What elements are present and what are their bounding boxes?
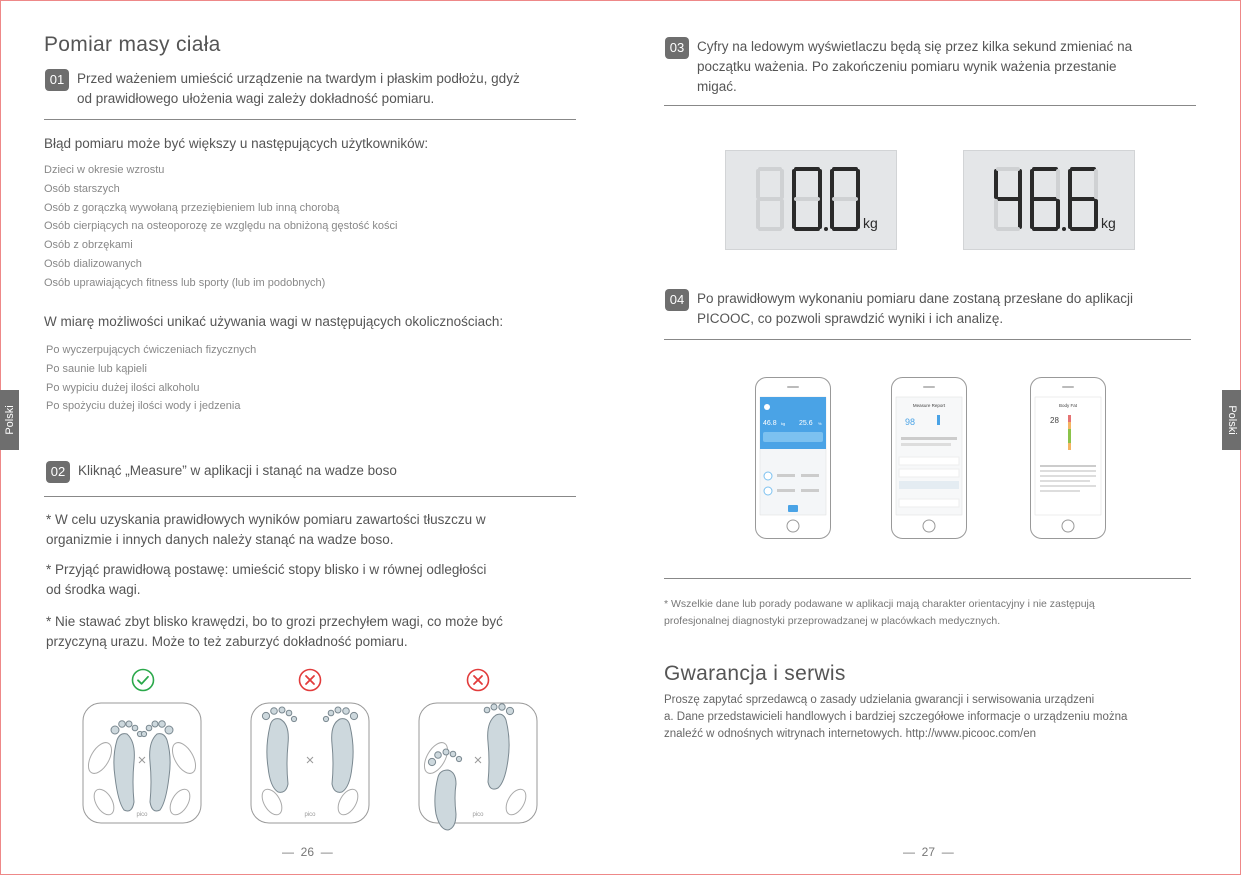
disclaimer-line: * Wszelkie dane lub porady podawane w aplikacji mają charakter orientacyjny i nie zastępują xyxy=(664,598,1095,610)
warranty-line: znaleźć w odnośnych witrynach internetowych. http://www.picooc.com/en xyxy=(664,728,1037,740)
phone-score: 98 xyxy=(905,417,916,427)
avoid-heading: W miarę możliwości unikać używania wagi w następujących okolicznościach: xyxy=(44,314,504,329)
language-tab xyxy=(0,390,19,450)
phone-bodyfat-header: Body Fat xyxy=(1058,403,1078,408)
list-item: Po wypiciu dużej ilości alkoholu xyxy=(46,381,200,394)
scale-brand: pico xyxy=(136,812,148,818)
divider xyxy=(664,578,1191,579)
language-tab-label: Polski xyxy=(1225,405,1238,435)
step-3-line: migać. xyxy=(697,79,737,94)
phone-fat-unit: % xyxy=(818,421,822,426)
divider xyxy=(664,105,1196,106)
phone-weight: 46.8 xyxy=(763,420,777,427)
warranty-text xyxy=(664,692,1127,743)
step-4-number: 04 xyxy=(665,289,689,311)
phone-report-screen xyxy=(891,377,967,539)
step-3-line: Cyfry na ledowym wyświetlaczu będą się przez kilka sekund zmieniać na xyxy=(697,39,1133,54)
step-4-text xyxy=(697,289,1133,329)
list-item: Osób z obrzękami xyxy=(44,239,133,252)
step-1-number: 01 xyxy=(45,69,69,91)
scale-wrong-illustration xyxy=(250,702,370,824)
lcd-unit: kg xyxy=(863,215,878,231)
phone-home-screen xyxy=(755,377,831,539)
note-line: * W celu uzyskania prawidłowych wyników pomiaru zawartości tłuszczu w xyxy=(46,512,486,527)
lcd-display-result xyxy=(963,150,1135,250)
divider xyxy=(664,339,1191,340)
warranty-line: Proszę zapytać sprzedawcą o zasady udzielania gwarancji i serwisowania urządzeni xyxy=(664,694,1095,706)
scale-brand: pico xyxy=(472,812,484,818)
note-line: organizmie i innych danych należy stanąć na wadze boso. xyxy=(46,532,394,547)
error-list xyxy=(44,161,397,293)
scale-brand: pico xyxy=(304,812,316,818)
step-3-line: początku ważenia. Po zakończeniu pomiaru wynik ważenia przestanie xyxy=(697,59,1117,74)
list-item: Dzieci w okresie wzrostu xyxy=(44,164,165,176)
note-barefoot xyxy=(46,510,486,550)
page-number-value: 26 xyxy=(300,845,315,859)
avoid-list xyxy=(46,341,256,416)
note-line: przyczyną urazu. Może to też zaburzyć dokładność pomiaru. xyxy=(46,634,408,649)
section-title: Pomiar masy ciała xyxy=(44,33,221,56)
note-line: od środka wagi. xyxy=(46,582,141,597)
phone-bodyfat-screen xyxy=(1030,377,1106,539)
lcd-digits xyxy=(726,151,896,249)
list-item: Po saunie lub kąpieli xyxy=(46,362,147,375)
language-tab xyxy=(1222,390,1241,450)
step-4-line: PICOOC, co pozwoli sprawdzić wyniki i ich analizę. xyxy=(697,311,1004,326)
disclaimer-line: profesjonalnej diagnostyki przeprowadzanej w placówkach medycznych. xyxy=(664,615,1001,627)
step-3-number: 03 xyxy=(665,37,689,59)
page-number: — 27 — xyxy=(903,845,954,859)
language-tab-label: Polski xyxy=(3,405,16,435)
step-2-number: 02 xyxy=(46,461,70,483)
warranty-line: a. Dane przedstawicieli handlowych i bardziej szczegółowe informacje o urządzeniu można xyxy=(664,711,1128,723)
step-1-line-1: Przed ważeniem umieścić urządzenie na twardym i płaskim podłożu, gdyż xyxy=(77,71,520,86)
step-4-line: Po prawidłowym wykonaniu pomiaru dane zostaną przesłane do aplikacji xyxy=(697,291,1133,306)
cross-icon xyxy=(298,668,322,692)
scale-unbalanced-illustration xyxy=(418,702,538,832)
step-3-text xyxy=(697,37,1132,97)
scale-correct-illustration xyxy=(82,702,202,824)
list-item: Osób cierpiących na osteoporozę ze względu na obniżoną gęstość kości xyxy=(44,220,398,233)
step-1-line-2: od prawidłowego ułożenia wagi zależy dokładność pomiaru. xyxy=(77,91,435,106)
list-item: Osób z gorączką wywołaną przeziębieniem lub inną chorobą xyxy=(44,201,340,214)
note-line: * Przyjąć prawidłową postawę: umieścić stopy blisko i w równej odległości xyxy=(46,562,487,577)
lcd-unit: kg xyxy=(1101,215,1116,231)
page-number-value: 27 xyxy=(921,845,936,859)
lcd-digits xyxy=(964,151,1134,249)
error-heading: Błąd pomiaru może być większy u następujących użytkowników: xyxy=(44,136,429,151)
cross-icon xyxy=(466,668,490,692)
lcd-display-zero xyxy=(725,150,897,250)
list-item: Po spożyciu dużej ilości wody i jedzenia xyxy=(46,400,241,413)
list-item: Osób starszych xyxy=(44,182,120,195)
list-item: Osób uprawiających fitness lub sporty (lub im podobnych) xyxy=(44,276,326,289)
phone-weight-unit: kg xyxy=(781,421,786,426)
list-item: Osób dializowanych xyxy=(44,257,142,270)
divider xyxy=(44,119,576,120)
check-icon xyxy=(131,668,155,692)
divider xyxy=(44,496,576,497)
note-posture xyxy=(46,560,486,600)
phone-fat: 25.6 xyxy=(799,420,813,427)
app-disclaimer xyxy=(664,596,1191,630)
note-edge-warning xyxy=(46,612,503,652)
step-1-text xyxy=(77,69,520,109)
note-line: * Nie stawać zbyt blisko krawędzi, bo to grozi przechyłem wagi, co może być xyxy=(46,614,503,629)
warranty-title: Gwarancja i serwis xyxy=(664,662,846,685)
phone-report-header: Measure Report xyxy=(912,403,946,408)
page-number: — 26 — xyxy=(282,845,333,859)
list-item: Po wyczerpujących ćwiczeniach fizycznych xyxy=(46,344,257,356)
phone-bodyfat-value: 28 xyxy=(1050,416,1059,425)
step-2-text: Kliknąć „Measure” w aplikacji i stanąć na wadze boso xyxy=(78,463,397,478)
